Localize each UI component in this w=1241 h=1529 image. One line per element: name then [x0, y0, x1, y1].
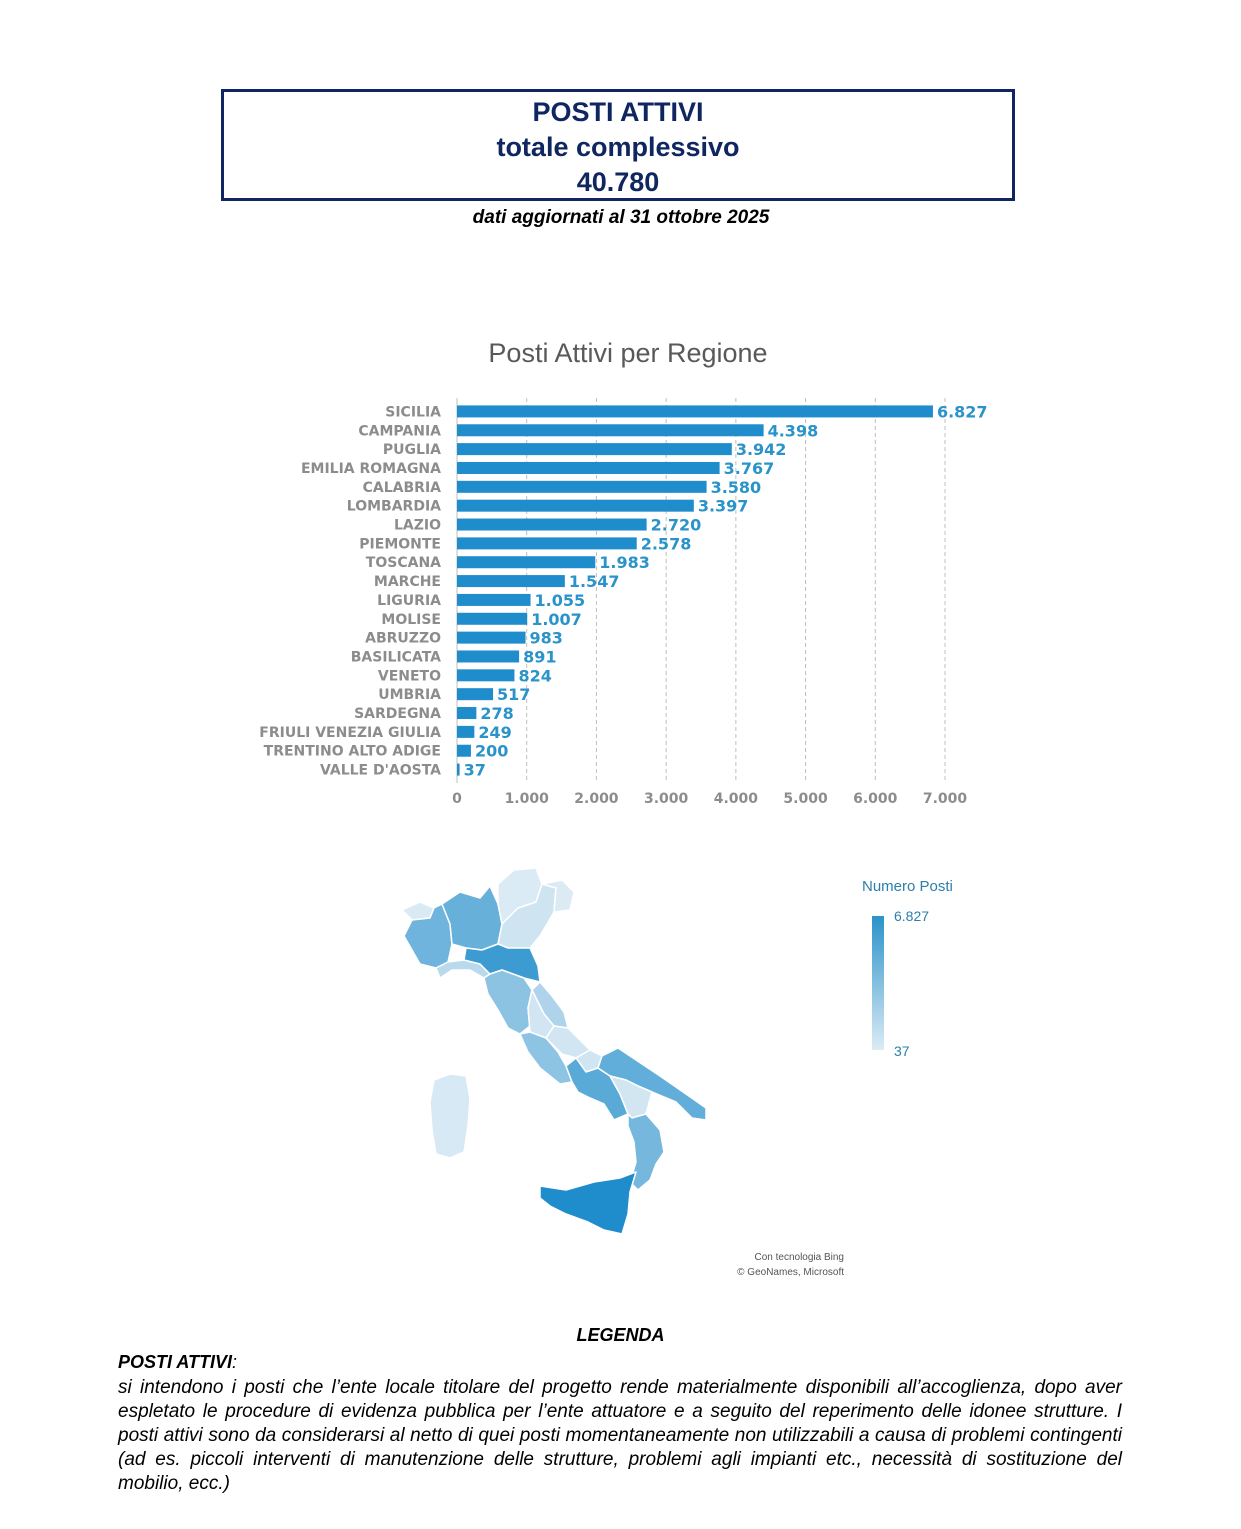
region-lombardia — [442, 886, 502, 950]
category-label: LAZIO — [393, 517, 441, 534]
region-toscana — [484, 970, 532, 1034]
bar — [457, 462, 720, 474]
region-sicilia — [540, 1172, 636, 1234]
category-label: SICILIA — [385, 404, 441, 421]
category-label: CAMPANIA — [358, 423, 441, 440]
summary-title: POSTI ATTIVI — [532, 97, 704, 127]
x-tick-label: 6.000 — [853, 791, 898, 807]
region-valle-daosta — [402, 902, 434, 920]
definition-term — [118, 1352, 237, 1373]
bar — [457, 632, 526, 644]
x-tick-label: 5.000 — [783, 791, 828, 807]
definition-term-label: POSTI ATTIVI — [118, 1352, 233, 1372]
data-label: 249 — [478, 722, 512, 742]
data-label: 2.578 — [640, 534, 692, 554]
bar — [457, 443, 732, 455]
category-label: PIEMONTE — [359, 536, 441, 553]
bar — [457, 688, 493, 700]
bar — [457, 575, 565, 587]
data-label: 278 — [480, 704, 514, 724]
map-credit-line2: © GeoNames, Microsoft — [737, 1267, 844, 1278]
map-legend-min: 37 — [894, 1043, 910, 1059]
category-label: LIGURIA — [377, 592, 441, 609]
bar — [457, 537, 637, 549]
data-label: 3.767 — [723, 458, 775, 478]
data-label: 891 — [523, 647, 557, 667]
data-label: 3.580 — [710, 477, 762, 497]
bar — [457, 405, 933, 417]
map-credit — [700, 1250, 844, 1280]
region-sardegna — [430, 1074, 470, 1158]
x-tick-label: 2.000 — [574, 791, 619, 807]
category-label: TOSCANA — [365, 555, 441, 572]
x-tick-label: 3.000 — [643, 791, 689, 807]
category-label: ABRUZZO — [365, 630, 441, 647]
data-label: 517 — [497, 685, 531, 705]
category-label: EMILIA ROMAGNA — [300, 460, 441, 477]
category-label: LOMBARDIA — [346, 498, 441, 515]
data-label: 1.007 — [531, 609, 582, 629]
data-label: 1.983 — [599, 553, 650, 573]
bar — [457, 745, 471, 757]
x-tick-label: 7.000 — [922, 791, 968, 807]
bar — [457, 424, 764, 436]
category-label: FRIULI VENEZIA GIULIA — [259, 724, 441, 741]
chart-title: Posti Attivi per Regione — [488, 338, 768, 368]
category-label: TRENTINO ALTO ADIGE — [263, 743, 441, 760]
category-label: MOLISE — [381, 611, 441, 628]
x-tick-label: 1.000 — [504, 791, 549, 807]
bar — [457, 556, 595, 568]
category-label: VALLE D'AOSTA — [319, 762, 441, 779]
data-label: 6.827 — [936, 402, 988, 422]
bar-chart — [250, 395, 1010, 815]
category-label: CALABRIA — [362, 479, 441, 496]
legend-heading: LEGENDA — [576, 1325, 665, 1345]
category-label: MARCHE — [373, 574, 441, 591]
update-date: dati aggiornati al 31 ottobre 2025 — [472, 207, 770, 228]
summary-total: 40.780 — [576, 167, 660, 197]
summary-box — [221, 89, 1015, 201]
map-legend-scale — [872, 916, 884, 1050]
map-credit-line1: Con tecnologia Bing — [754, 1252, 844, 1263]
bar — [457, 669, 514, 681]
data-label: 2.720 — [650, 515, 702, 535]
bar — [457, 650, 519, 662]
bar — [457, 726, 474, 738]
bar — [457, 594, 531, 606]
definition-text: si intendono i posti che l’ente locale titolare del progetto rende materialmente disponibili all’accoglienza, dopo aver espletato le procedure di evidenza pubblica per l’ente attuatore e a seguito del reperimento delle idonee strutture. I posti attivi sono da considerarsi al netto di quei posti momentaneamente non utilizzabili a causa di problemi contingenti (ad es. piccoli interventi di manutenzione delle strutture, problemi agli impianti etc., necessità di sostituzione del mobilio, ecc.) — [118, 1377, 1122, 1494]
category-label: VENETO — [377, 668, 441, 685]
data-label: 1.055 — [534, 590, 586, 610]
category-label: BASILICATA — [350, 649, 441, 666]
bar — [457, 500, 694, 512]
data-label: 983 — [529, 628, 563, 648]
category-label: PUGLIA — [382, 442, 441, 459]
data-label: 200 — [474, 741, 509, 761]
definition-term-colon: : — [232, 1352, 238, 1372]
category-label: SARDEGNA — [354, 706, 441, 723]
category-label: UMBRIA — [378, 687, 441, 704]
summary-subtitle: totale complessivo — [496, 132, 740, 162]
bar — [457, 519, 647, 531]
map-legend-max: 6.827 — [894, 908, 930, 924]
data-label: 3.397 — [697, 496, 749, 516]
x-tick-label: 0 — [452, 791, 462, 807]
map-legend-title: Numero Posti — [862, 878, 953, 895]
data-label: 1.547 — [568, 572, 620, 592]
bar — [457, 481, 707, 493]
data-label: 824 — [518, 666, 552, 686]
x-tick-label: 4.000 — [713, 791, 759, 807]
data-label: 37 — [463, 760, 486, 780]
bar — [457, 764, 460, 776]
bar — [457, 707, 476, 719]
bar — [457, 613, 527, 625]
data-label: 4.398 — [767, 421, 819, 441]
data-label: 3.942 — [735, 440, 787, 460]
italy-map — [390, 862, 730, 1252]
